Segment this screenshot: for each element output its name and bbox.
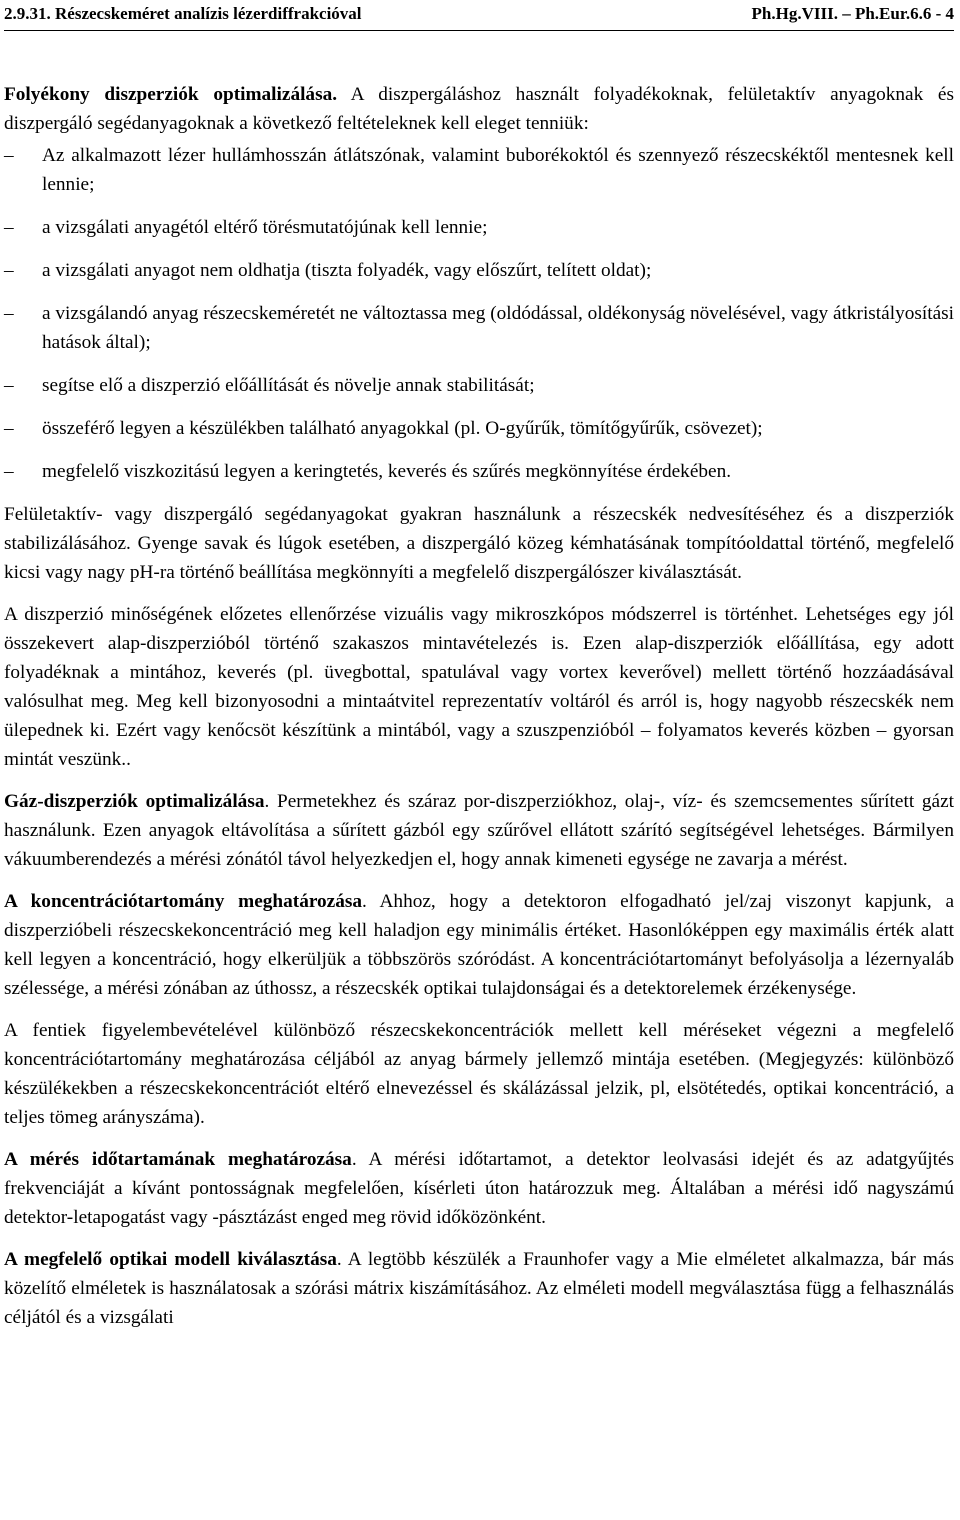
paragraph-lead: A koncentrációtartomány meghatározása	[4, 891, 363, 912]
list-item	[4, 414, 954, 443]
dash-bullet: –	[4, 145, 14, 166]
paragraph-concentration-range	[4, 887, 954, 1003]
paragraph-text: A diszperzió minőségének előzetes ellenőrzése vizuális vagy mikroszkópos módszerrel is történhet. Lehetséges egy jól összekevert alap-diszperzióból történő szakaszos mintavételezés is. Ezen alap-diszperziók előállítása, egy adott folyadéknak a mintához, keverés (pl. üvegbottal, spatulával vagy vortex keverővel) mellett történő hozzáadásával valósulhat meg. Meg kell bizonyosodni a mintaátvitel reprezentatív voltáról és arról is, hogy nagyobb részecskék nem ülepednek ki. Ezért vagy kenőcsöt készítünk a mintából, vagy a szuszpenzióból – folyamatos keverés közben – gyorsan mintát veszünk..	[4, 604, 954, 770]
paragraph-text: . Permetekhez és száraz por-diszperziókhoz, olaj-, víz- és szemcsementes sűrített gázt használunk. Ezen anyagok eltávolítása a sűrített gázból egy szűrővel ellátott szárító segítségével lehetséges. Bármilyen vákuumberendezés a mérési zónától távol helyezkedjen el, hogy annak kimeneti egysége ne zavarja a mérést.	[4, 791, 954, 870]
header-section-title: 2.9.31. Részecskeméret analízis lézerdiffrakcióval	[4, 4, 362, 23]
paragraph-text: A diszpergáláshoz használt folyadékoknak, felületaktív anyagoknak és diszpergáló segédanyagoknak a következő feltételeknek kell eleget tenniük:	[4, 84, 954, 134]
paragraph-concentration-measurements	[4, 1016, 954, 1132]
paragraph-text: . Ahhoz, hogy a detektoron elfogadható jel/zaj viszonyt kapjunk, a diszperzióbeli részecskekoncentráció meg kell haladjon egy minimális értéket. Hasonlóképpen egy maximális érték alatt kell legyen a koncentráció, hogy elkerüljük a többszörös szóródást. A koncentrációtartományt befolyásolja a lézernyaláb szélessége, a mérési zónában az úthossz, a részecskék optikai tulajdonságai és a detektorelemek érzékenysége.	[4, 891, 954, 999]
list-item	[4, 371, 954, 400]
paragraph-text: A fentiek figyelembevételével különböző részecskekoncentrációk mellett kell méréseket végezni a megfelelő koncentrációtartomány meghatározása céljából az anyag bármely jellemző mintája esetében. (Megjegyzés: különböző készülékekben a részecskekoncentrációt eltérő elnevezéssel és skálázással jelzik, pl, elsötétedés, optikai koncentráció, a teljes tömeg arányszáma).	[4, 1020, 954, 1128]
paragraph-surfactants	[4, 500, 954, 587]
list-item	[4, 457, 954, 486]
list-item-text: összeférő legyen a készülékben található anyagokkal (pl. O-gyűrűk, tömítőgyűrűk, csövezet);	[42, 418, 763, 439]
list-item	[4, 299, 954, 357]
list-item-text: Az alkalmazott lézer hullámhosszán átlátszónak, valamint buborékoktól és szennyező részecskéktől mentesnek kell lennie;	[42, 145, 954, 195]
list-item	[4, 213, 954, 242]
paragraph-text: . A mérési időtartamot, a detektor leolvasási idejét és az adatgyűjtés frekvenciáját a kívánt pontosságnak megfelelően, kísérleti úton határozzuk meg. Általában a mérési idő nagyszámú detektor-letapogatást vagy -pásztázást enged meg rövid időközönként.	[4, 1149, 954, 1228]
list-item-text: a vizsgálandó anyag részecskeméretét ne változtassa meg (oldódással, oldékonyság növelésével, vagy átkristályosítási hatások által);	[42, 303, 954, 353]
paragraph-measurement-duration	[4, 1145, 954, 1232]
dash-bullet: –	[4, 375, 14, 396]
dash-bullet: –	[4, 303, 14, 324]
paragraph-dispersion-quality	[4, 600, 954, 774]
requirements-list	[4, 141, 954, 486]
header-pharmacopoeia-ref: Ph.Hg.VIII. – Ph.Eur.6.6 - 4	[751, 4, 954, 23]
dash-bullet: –	[4, 418, 14, 439]
list-item-text: segítse elő a diszperzió előállítását és növelje annak stabilitását;	[42, 375, 535, 396]
paragraph-text: Felületaktív- vagy diszpergáló segédanyagokat gyakran használunk a részecskék nedvesítéséhez és a diszperziók stabilizálásához. Gyenge savak és lúgok esetében, a diszpergáló közeg kémhatásának tompítóoldattal történő, megfelelő kicsi vagy nagy pH-ra történő beállítása megkönnyíti a megfelelő diszpergálószer kiválasztását.	[4, 504, 954, 583]
dash-bullet: –	[4, 461, 14, 482]
intro-paragraph	[4, 80, 954, 138]
document-body	[4, 80, 954, 1345]
page-header	[4, 4, 954, 31]
dash-bullet: –	[4, 217, 14, 238]
paragraph-gas-dispersion	[4, 787, 954, 874]
paragraph-lead: Folyékony diszperziók optimalizálása.	[4, 84, 338, 105]
paragraph-lead: A megfelelő optikai modell kiválasztása	[4, 1249, 337, 1270]
paragraph-optical-model	[4, 1245, 954, 1332]
list-item	[4, 141, 954, 199]
paragraph-lead: A mérés időtartamának meghatározása	[4, 1149, 352, 1170]
list-item-text: a vizsgálati anyagot nem oldhatja (tiszta folyadék, vagy előszűrt, telített oldat);	[42, 260, 652, 281]
paragraph-lead: Gáz-diszperziók optimalizálása	[4, 791, 265, 812]
list-item-text: a vizsgálati anyagétól eltérő törésmutatójúnak kell lennie;	[42, 217, 488, 238]
paragraph-text: . A legtöbb készülék a Fraunhofer vagy a Mie elméletet alkalmazza, bár más közelítő elméletek is használatosak a szórási mátrix kiszámításához. Az elméleti modell megválasztása függ a felhasználás céljától és a vizsgálati	[4, 1249, 954, 1328]
list-item	[4, 256, 954, 285]
dash-bullet: –	[4, 260, 14, 281]
list-item-text: megfelelő viszkozitású legyen a keringtetés, keverés és szűrés megkönnyítése érdekében.	[42, 461, 732, 482]
